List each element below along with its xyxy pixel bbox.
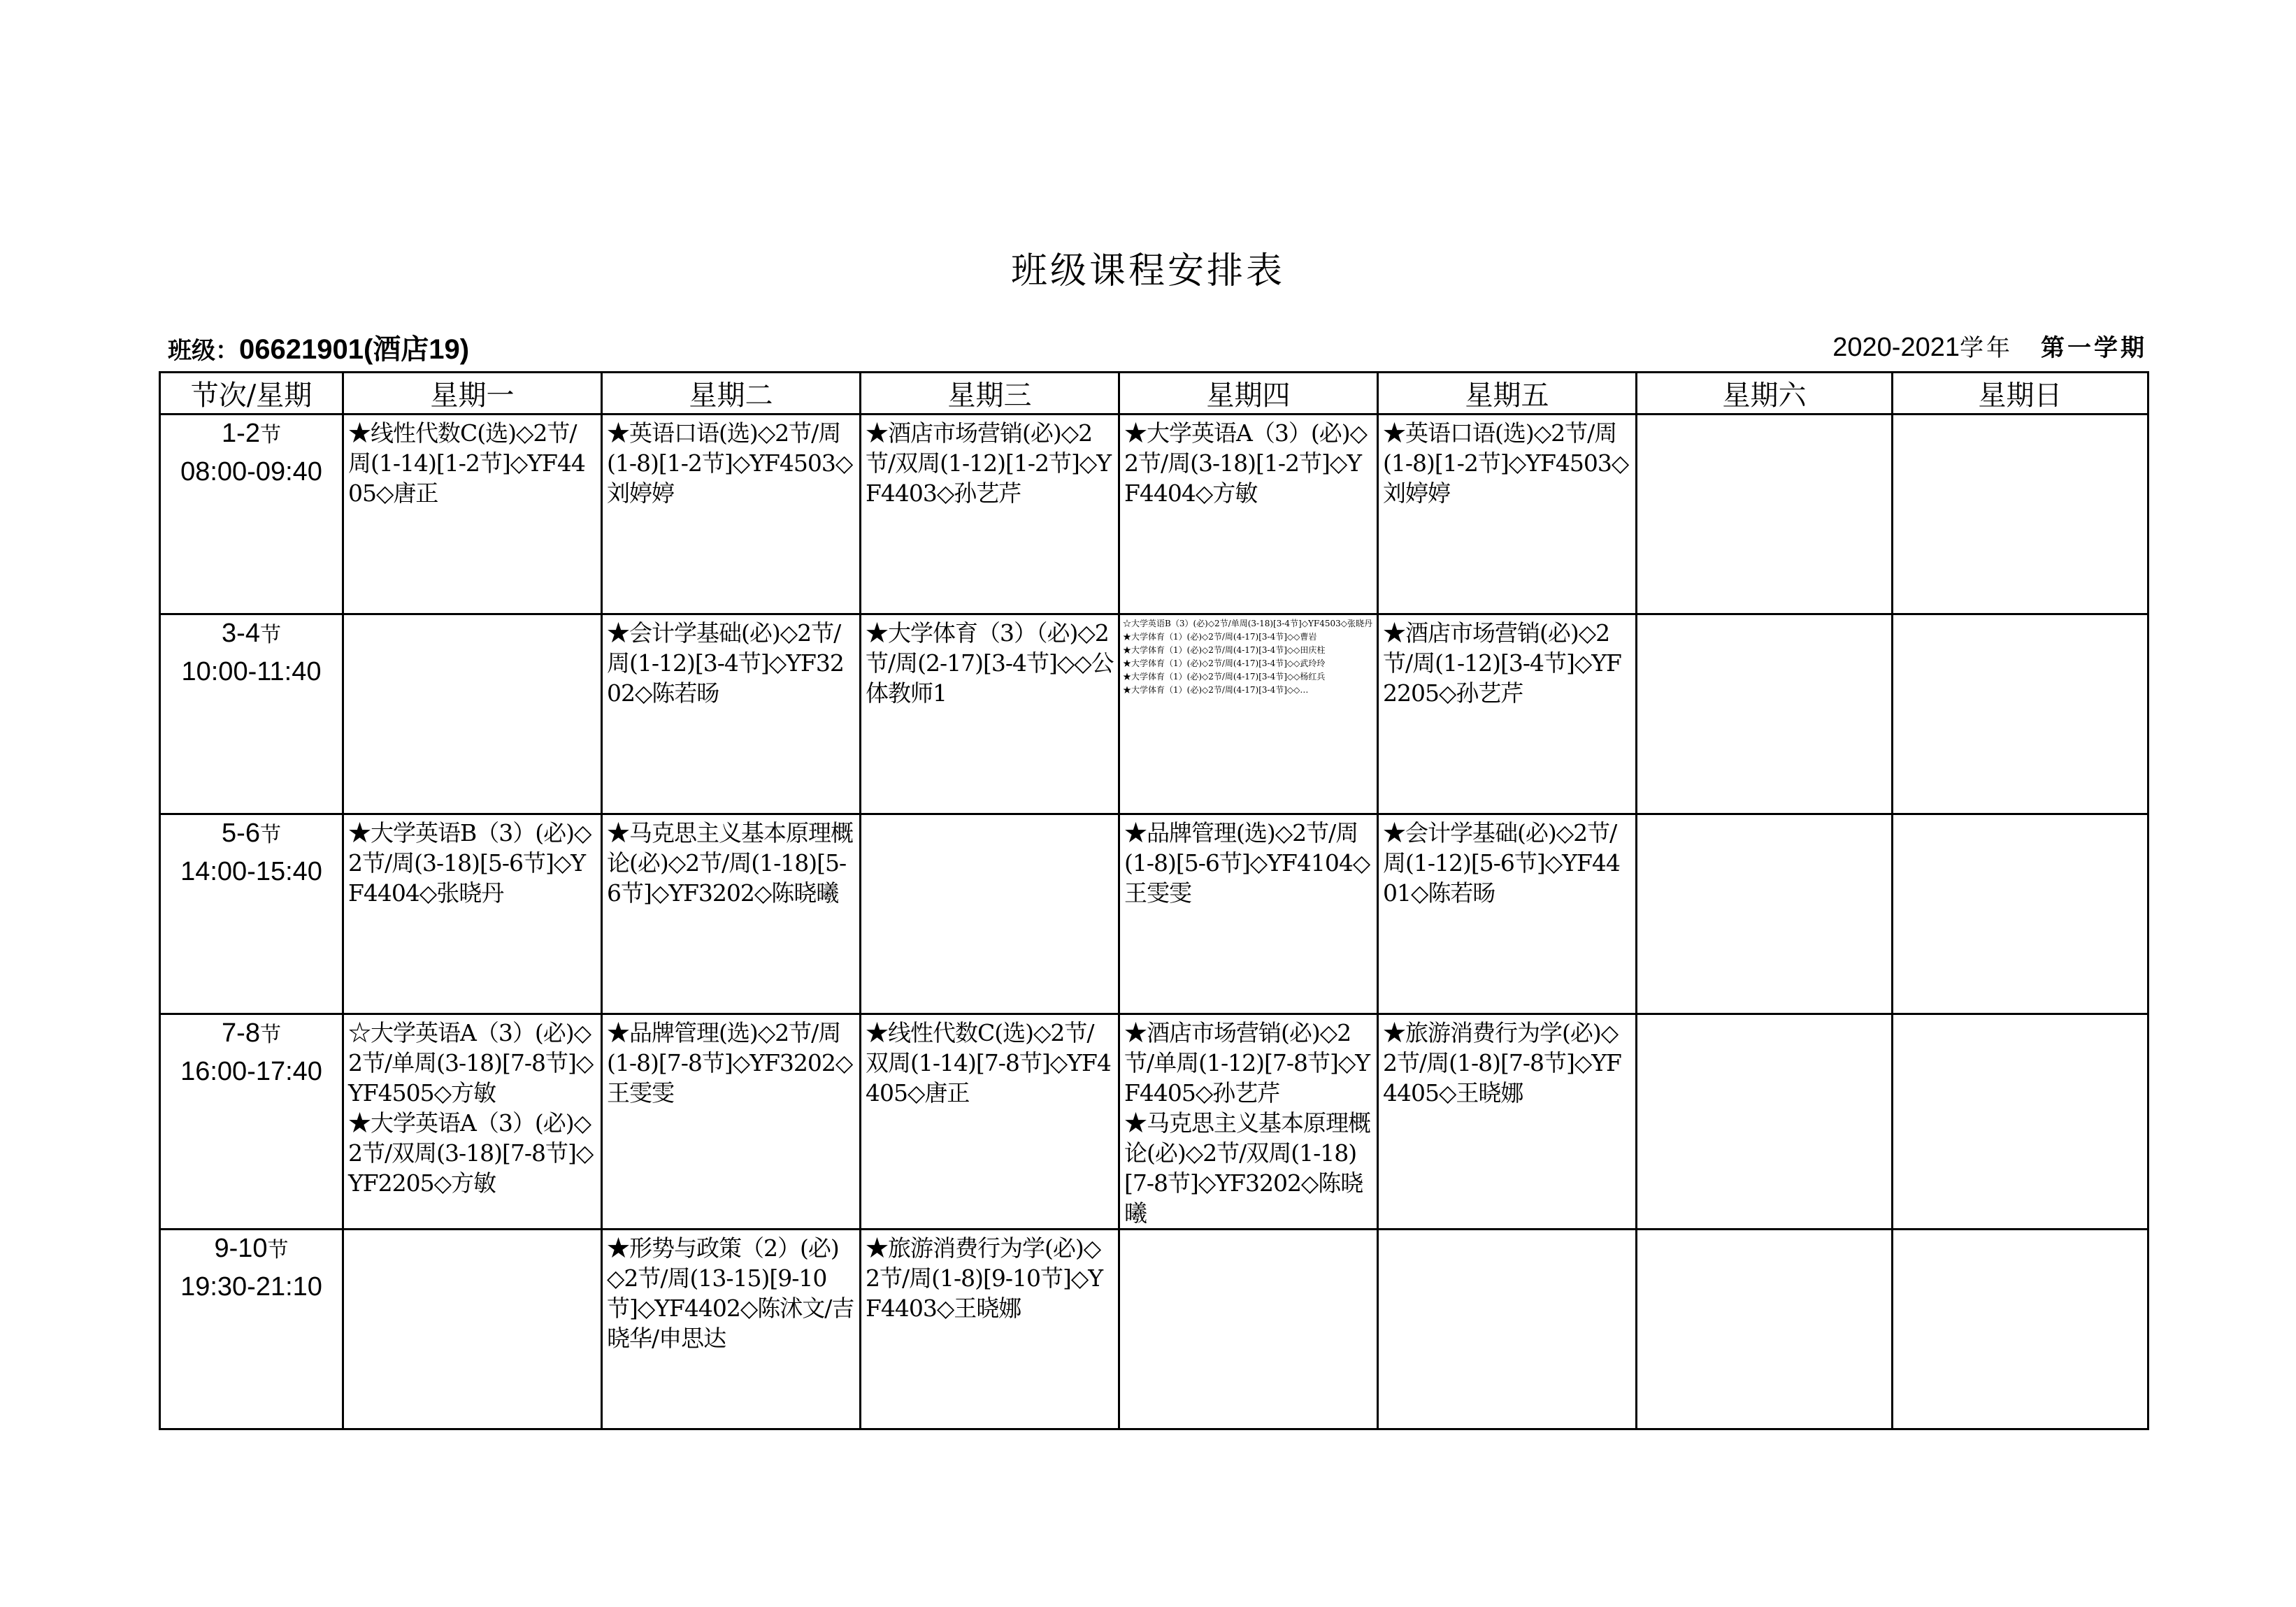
period-row-3-4 bbox=[160, 614, 2148, 814]
cell-monday-7-8 bbox=[343, 1014, 602, 1230]
period-row-9-10 bbox=[160, 1230, 2148, 1429]
cell-content bbox=[344, 615, 601, 618]
cell-saturday-5-6 bbox=[1637, 814, 1893, 1014]
period-number: 3-4 bbox=[222, 619, 260, 648]
class-label: 班级： bbox=[168, 337, 239, 365]
cell-friday-3-4 bbox=[1378, 614, 1637, 814]
cell-sunday-9-10 bbox=[1893, 1230, 2148, 1429]
header-row bbox=[160, 373, 2148, 415]
period-time: 16:00-17:40 bbox=[180, 1057, 322, 1086]
semester: 第一学期 bbox=[2041, 334, 2147, 362]
header-friday: 星期五 bbox=[1378, 373, 1637, 415]
cell-content bbox=[1120, 1230, 1377, 1233]
period-cell bbox=[160, 415, 343, 614]
period-number: 1-2 bbox=[222, 419, 260, 448]
course-entry: ★大学体育（1）(必)◇2节/周(4-17)[3-4节]◇◇曹岩 bbox=[1123, 632, 1317, 642]
cell-thursday-7-8 bbox=[1119, 1014, 1378, 1230]
header-sunday: 星期日 bbox=[1893, 373, 2148, 415]
cell-saturday-7-8 bbox=[1637, 1014, 1893, 1230]
cell-content bbox=[1379, 815, 1635, 908]
period-time: 14:00-15:40 bbox=[180, 857, 322, 886]
course-entry: ★品牌管理(选)◇2节/周(1-8)[7-8节]◇YF3202◇王雯雯 bbox=[607, 1019, 853, 1107]
cell-tuesday-1-2 bbox=[602, 415, 861, 614]
course-entry: ★大学体育（1）(必)◇2节/周(4-17)[3-4节]◇◇武玲玲 bbox=[1123, 658, 1326, 668]
cell-friday-1-2 bbox=[1378, 415, 1637, 614]
course-entry: ★英语口语(选)◇2节/周(1-8)[1-2节]◇YF4503◇刘婷婷 bbox=[607, 419, 853, 507]
course-entry: ★大学英语B（3）(必)◇2节/周(3-18)[5-6节]◇YF4404◇张晓丹 bbox=[348, 819, 591, 907]
course-entry: ★英语口语(选)◇2节/周(1-8)[1-2节]◇YF4503◇刘婷婷 bbox=[1383, 419, 1629, 507]
course-entry: ★大学体育（3）（必)◇2节/周(2-17)[3-4节]◇◇公体教师1 bbox=[866, 619, 1114, 707]
header-wednesday: 星期三 bbox=[861, 373, 1119, 415]
cell-monday-9-10 bbox=[343, 1230, 602, 1429]
course-entry: ☆大学英语B（3）(必)◇2节/单周(3-18)[3-4节]◇YF4503◇张晓丹 bbox=[1123, 619, 1372, 628]
cell-sunday-3-4 bbox=[1893, 614, 2148, 814]
period-unit: 节 bbox=[259, 423, 281, 447]
period-cell bbox=[160, 1014, 343, 1230]
course-entry: ★酒店市场营销(必)◇2节/双周(1-12)[1-2节]◇YF4403◇孙艺芹 bbox=[866, 419, 1112, 507]
course-entry: ★马克思主义基本原理概论(必)◇2节/双周(1-18)[7-8节]◇YF3202◇陈晓曦 bbox=[1124, 1109, 1370, 1227]
academic-year-word: 学年 bbox=[1960, 334, 2013, 362]
course-entry: ★酒店市场营销(必)◇2节/单周(1-12)[7-8节]◇YF4405◇孙艺芹 bbox=[1124, 1019, 1370, 1107]
period-row-1-2 bbox=[160, 415, 2148, 614]
cell-content bbox=[603, 1230, 859, 1353]
course-entry: ★线性代数C(选)◇2节/周(1-14)[1-2节]◇YF4405◇唐正 bbox=[348, 419, 585, 507]
cell-friday-7-8 bbox=[1378, 1014, 1637, 1230]
period-unit: 节 bbox=[259, 623, 281, 647]
cell-content bbox=[1379, 615, 1635, 708]
header-monday: 星期一 bbox=[343, 373, 602, 415]
cell-saturday-3-4 bbox=[1637, 614, 1893, 814]
period-label bbox=[161, 815, 342, 853]
cell-content bbox=[1120, 415, 1377, 508]
cell-content bbox=[1379, 1230, 1635, 1233]
cell-content bbox=[603, 415, 859, 508]
cell-content bbox=[861, 815, 1118, 818]
cell-content bbox=[1893, 1230, 2147, 1233]
course-entry: ★大学体育（1）(必)◇2节/周(4-17)[3-4节]◇◇… bbox=[1123, 685, 1309, 695]
page-title: 班级课程安排表 bbox=[1010, 250, 1285, 292]
cell-content bbox=[603, 815, 859, 908]
period-unit: 节 bbox=[259, 1023, 281, 1047]
period-row-7-8 bbox=[160, 1014, 2148, 1230]
period-cell bbox=[160, 1230, 343, 1429]
course-entry: ★大学体育（1）(必)◇2节/周(4-17)[3-4节]◇◇杨红兵 bbox=[1123, 672, 1326, 682]
course-entry: ★大学英语A（3）(必)◇2节/周(3-18)[1-2节]◇YF4404◇方敏 bbox=[1124, 419, 1367, 507]
cell-monday-1-2 bbox=[343, 415, 602, 614]
cell-wednesday-7-8 bbox=[861, 1014, 1119, 1230]
cell-content bbox=[861, 615, 1118, 708]
term-info bbox=[1832, 329, 2147, 363]
cell-content bbox=[344, 815, 601, 908]
period-label bbox=[161, 1015, 342, 1053]
period-row-5-6 bbox=[160, 814, 2148, 1014]
cell-tuesday-9-10 bbox=[602, 1230, 861, 1429]
cell-sunday-5-6 bbox=[1893, 814, 2148, 1014]
cell-content bbox=[1893, 1015, 2147, 1018]
cell-content bbox=[1637, 615, 1891, 618]
course-entry: ★会计学基础(必)◇2节/周(1-12)[3-4节]◇YF3202◇陈若旸 bbox=[607, 619, 844, 707]
course-entry: ☆大学英语A（3）(必)◇2节/单周(3-18)[7-8节]◇YF4505◇方敏 bbox=[348, 1019, 594, 1107]
cell-sunday-7-8 bbox=[1893, 1014, 2148, 1230]
cell-content bbox=[861, 415, 1118, 508]
period-number: 5-6 bbox=[222, 819, 260, 848]
course-entry: ★线性代数C(选)◇2节/双周(1-14)[7-8节]◇YF4405◇唐正 bbox=[866, 1019, 1111, 1107]
course-entry: ★酒店市场营销(必)◇2节/周(1-12)[3-4节]◇YF2205◇孙艺芹 bbox=[1383, 619, 1621, 707]
cell-content bbox=[603, 1015, 859, 1108]
cell-content bbox=[344, 1230, 601, 1233]
period-label bbox=[161, 615, 342, 654]
period-label bbox=[161, 1230, 342, 1269]
period-cell bbox=[160, 614, 343, 814]
cell-content bbox=[603, 615, 859, 708]
course-entry: ★品牌管理(选)◇2节/周(1-8)[5-6节]◇YF4104◇王雯雯 bbox=[1124, 819, 1370, 907]
class-value: 06621901(酒店19) bbox=[239, 334, 470, 365]
course-entry: ★马克思主义基本原理概论(必)◇2节/周(1-18)[5-6节]◇YF3202◇陈晓曦 bbox=[607, 819, 853, 907]
cell-sunday-1-2 bbox=[1893, 415, 2148, 614]
cell-content bbox=[1893, 815, 2147, 818]
period-unit: 节 bbox=[259, 823, 281, 847]
cell-content bbox=[1637, 1230, 1891, 1233]
period-label bbox=[161, 415, 342, 454]
cell-thursday-1-2 bbox=[1119, 415, 1378, 614]
cell-content bbox=[1893, 615, 2147, 618]
cell-content bbox=[1379, 1015, 1635, 1108]
cell-content bbox=[1637, 415, 1891, 418]
period-time: 08:00-09:40 bbox=[180, 457, 322, 487]
period-time: 10:00-11:40 bbox=[181, 657, 322, 686]
cell-content bbox=[861, 1230, 1118, 1323]
cell-saturday-1-2 bbox=[1637, 415, 1893, 614]
cell-thursday-9-10 bbox=[1119, 1230, 1378, 1429]
cell-wednesday-1-2 bbox=[861, 415, 1119, 614]
cell-saturday-9-10 bbox=[1637, 1230, 1893, 1429]
course-entry: ★旅游消费行为学(必)◇2节/周(1-8)[7-8节]◇YF4405◇王晓娜 bbox=[1383, 1019, 1621, 1107]
header-period: 节次/星期 bbox=[160, 373, 343, 415]
course-entry: ★大学体育（1）(必)◇2节/周(4-17)[3-4节]◇◇田庆柱 bbox=[1123, 645, 1326, 655]
cell-wednesday-9-10 bbox=[861, 1230, 1119, 1429]
period-number: 7-8 bbox=[222, 1018, 260, 1048]
cell-content bbox=[1120, 1015, 1377, 1228]
timetable bbox=[159, 371, 2149, 1430]
cell-content bbox=[1637, 1015, 1891, 1018]
header-saturday: 星期六 bbox=[1637, 373, 1893, 415]
period-unit: 节 bbox=[267, 1238, 289, 1262]
period-time: 19:30-21:10 bbox=[180, 1272, 322, 1302]
course-entry: ★会计学基础(必)◇2节/周(1-12)[5-6节]◇YF4401◇陈若旸 bbox=[1383, 819, 1620, 907]
cell-content bbox=[1120, 615, 1377, 696]
cell-content bbox=[861, 1015, 1118, 1108]
class-info bbox=[168, 327, 469, 367]
course-entry: ★大学英语A（3）(必)◇2节/双周(3-18)[7-8节]◇YF2205◇方敏 bbox=[348, 1109, 594, 1197]
course-entry: ★旅游消费行为学(必)◇2节/周(1-8)[9-10节]◇YF4403◇王晓娜 bbox=[866, 1234, 1103, 1322]
period-cell bbox=[160, 814, 343, 1014]
cell-monday-5-6 bbox=[343, 814, 602, 1014]
cell-monday-3-4 bbox=[343, 614, 602, 814]
cell-wednesday-3-4 bbox=[861, 614, 1119, 814]
cell-friday-5-6 bbox=[1378, 814, 1637, 1014]
header-tuesday: 星期二 bbox=[602, 373, 861, 415]
cell-content bbox=[1120, 815, 1377, 908]
cell-content bbox=[1379, 415, 1635, 508]
cell-content bbox=[1637, 815, 1891, 818]
academic-year: 2020-2021 bbox=[1832, 333, 1960, 362]
course-entry: ★形势与政策（2）(必)◇2节/周(13-15)[9-10节]◇YF4402◇陈沭文/吉晓华/申思达 bbox=[607, 1234, 854, 1352]
cell-wednesday-5-6 bbox=[861, 814, 1119, 1014]
cell-content bbox=[344, 415, 601, 508]
period-number: 9-10 bbox=[214, 1234, 268, 1263]
cell-thursday-3-4 bbox=[1119, 614, 1378, 814]
header-thursday: 星期四 bbox=[1119, 373, 1378, 415]
cell-thursday-5-6 bbox=[1119, 814, 1378, 1014]
cell-content bbox=[1893, 415, 2147, 418]
cell-tuesday-7-8 bbox=[602, 1014, 861, 1230]
cell-tuesday-3-4 bbox=[602, 614, 861, 814]
cell-content bbox=[344, 1015, 601, 1198]
cell-tuesday-5-6 bbox=[602, 814, 861, 1014]
cell-friday-9-10 bbox=[1378, 1230, 1637, 1429]
